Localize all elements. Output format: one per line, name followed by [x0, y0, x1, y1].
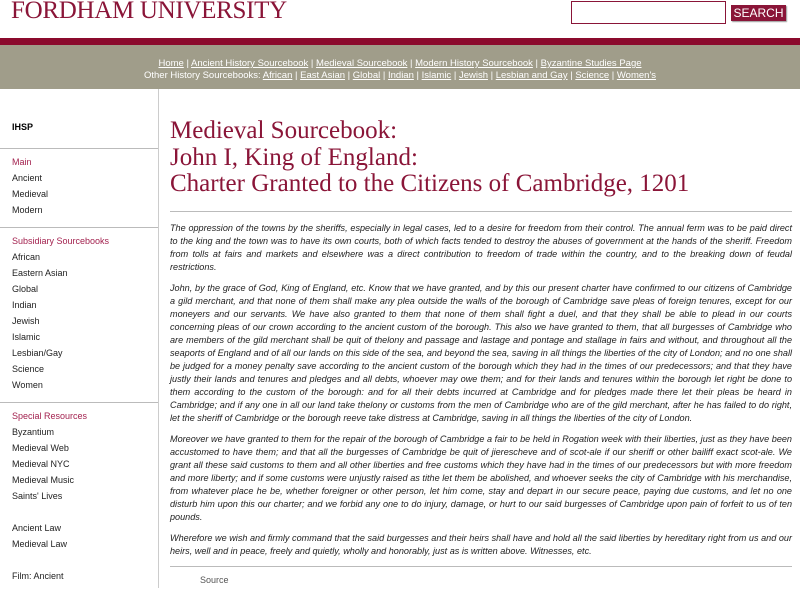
divider: [170, 211, 792, 212]
sidebar-link[interactable]: Film: Ancient: [12, 571, 64, 581]
header: [0, 0, 800, 38]
nav-separator: |: [487, 70, 496, 81]
sidebar-link[interactable]: Women: [12, 380, 43, 390]
sidebar-link[interactable]: Jewish: [12, 316, 40, 326]
nav-separator: |: [345, 70, 353, 81]
sidebar-link[interactable]: Indian: [12, 300, 37, 310]
source-label: Source: [200, 574, 229, 585]
sidebar-link[interactable]: Ancient: [12, 173, 43, 183]
sidebar-link[interactable]: Eastern Asian: [12, 268, 68, 278]
nav-link[interactable]: African: [262, 70, 293, 81]
nav-link[interactable]: Indian: [387, 70, 414, 81]
sourcebook-nav: [0, 45, 800, 89]
sidebar-heading: Main: [12, 157, 32, 167]
nav-row-main: [0, 58, 800, 70]
nav-link[interactable]: Ancient History Sourcebook: [191, 58, 309, 69]
nav-separator: |: [292, 70, 301, 81]
nav-link[interactable]: Women's: [616, 70, 657, 81]
sidebar-link[interactable]: Global: [12, 284, 39, 294]
nav-link[interactable]: Science: [575, 70, 610, 81]
sidebar: [0, 89, 159, 588]
sidebar-heading: Subsidiary Sourcebooks: [12, 236, 110, 246]
fordham-logo[interactable]: FORDHAM UNIVERSITY: [11, 0, 287, 24]
sidebar-link[interactable]: Medieval Music: [12, 475, 75, 485]
sidebar-main: [0, 149, 158, 228]
title-line: John I, King of England:: [170, 143, 418, 171]
sidebar-link[interactable]: Medieval Web: [12, 443, 69, 453]
nav-separator: |: [451, 70, 459, 81]
nav-link[interactable]: Jewish: [458, 70, 488, 81]
nav-separator: |: [380, 70, 388, 81]
sidebar-link[interactable]: Ancient Law: [12, 523, 62, 533]
nav-separator: |: [183, 58, 192, 69]
sidebar-special: [0, 403, 158, 593]
nav-separator: |: [609, 70, 617, 81]
nav-link[interactable]: Islamic: [421, 70, 452, 81]
sidebar-link[interactable]: Modern: [12, 205, 43, 215]
nav-separator: |: [407, 58, 416, 69]
title-line: Medieval Sourcebook:: [170, 117, 398, 144]
nav-link[interactable]: Medieval Sourcebook: [316, 58, 408, 69]
header-divider: [0, 38, 800, 45]
intro-paragraph: The oppression of the towns by the sheriffs, especially in legal cases, led to a desire for freedom from their control. The annual ferm was to be paid direct to the king and the town was to have its own courts, both of which facts tended to destroy the abuses of government at the hands of the sheriff. Freedom from tolls at fairs and markets and elsewhere was a direct contribution to freedom of trade within the country, and to the breaking down of feudal restrictions.: [170, 222, 792, 272]
charter-paragraph: Moreover we have granted to them for the repair of the borough of Cambridge a fair to be held in Rogation week with their liberties, just as they have been accustomed to have them; and that all the burgesses of Cambridge be quit of jierescheve and of scot-ale if our sheriff or other bailiff exact scot-ale. We grant all these said customs to them and all other liberties and free customs which they have had in the times of our predecessors but with more freedom and more liberty; and if some customs were unjustly raised as tithe let them be abolished, and whoever seeks the city of Cambridge with his merchandise, from whatever place he be, whether foreigner or other person, let him come, stay and depart in our secure peace, paying due customs, and let no one disturb him upon this our charter; and we forbid any one to do injury, damage, or hurt to our said burgesses of Cambridge upon pain of forfeit to us of ten pounds.: [170, 433, 792, 522]
nav-link[interactable]: Lesbian and Gay: [495, 70, 568, 81]
sidebar-link[interactable]: Byzantium: [12, 427, 55, 437]
nav-link[interactable]: Global: [352, 70, 381, 81]
sidebar-link[interactable]: African: [12, 252, 41, 262]
nav-link[interactable]: East Asian: [300, 70, 346, 81]
search-input[interactable]: [571, 1, 726, 24]
nav-separator: |: [413, 70, 422, 81]
divider: [170, 566, 792, 567]
charter-paragraph: John, by the grace of God, King of England, etc. Know that we have granted, and by this our present charter have confirmed to our citizens of Cambridge a gild merchant, and that none of them shall make any plea outside the walls of the borough of Cambridge save pleas of foreign tenures, except for our moneyers and our servants. We have also granted to them that none of them shall fight a duel, and that they shall be able to plead in our courts concerning pleas of our crown according to the ancient custom of the borough. This also we have granted to them, that all burgesses of Cambridge who are members of the gild merchant shall be quit of thelony and passage and lastage and pontage and stallage in fairs and without, and throughout all the seaports of England and of all our lands on this side of the sea, and beyond the sea, saving in all things the liberties of the city of London; and no one shall be judged for a money penalty save according to the ancient custom of the borough which they had in the times of our predecessors; and that they have justly their lands and tenures and pledges and all debts, whoever may owe them; and for their lands and tenures within the borough let right be done to them according to the custom of the borough: and for all their debts incurred at Cambridge and for pledges made there let their pleas be heard in Cambridge; and if any one in all our land take thelony or customs from the men of Cambridge who are of the gild merchant, after he has failed to do right, let the sheriff of Cambridge or the borough reeve take distress at Cambridge, saving in all things the liberties of the city of London.: [170, 282, 792, 423]
nav-row-other: [0, 70, 800, 82]
sidebar-link[interactable]: Islamic: [12, 332, 41, 342]
nav-link[interactable]: Modern History Sourcebook: [415, 58, 533, 69]
nav-separator: |: [308, 58, 317, 69]
sidebar-heading: Special Resources: [12, 411, 88, 421]
nav-other-label: Other History Sourcebooks:: [143, 70, 261, 81]
page-title: [170, 118, 792, 198]
sidebar-link[interactable]: Medieval Law: [12, 539, 68, 549]
sidebar-link[interactable]: Medieval: [12, 189, 49, 199]
sidebar-link[interactable]: Medieval NYC: [12, 459, 70, 469]
nav-link[interactable]: Home: [158, 58, 184, 69]
sidebar-link[interactable]: Lesbian/Gay: [12, 348, 63, 358]
sidebar-link[interactable]: Saints' Lives: [12, 491, 63, 501]
search-button[interactable]: SEARCH: [731, 5, 786, 21]
sidebar-link[interactable]: Science: [12, 364, 45, 374]
title-line: Charter Granted to the Citizens of Cambridge, 1201: [170, 170, 690, 197]
main-content: [170, 118, 792, 585]
charter-paragraph: Wherefore we wish and firmly command that the said burgesses and their heirs shall have and hold all the said liberties by hereditary right from us and our heirs, well and in peace, freely and quietly, wholly and honorably, just as is written above. Witnesses, etc.: [170, 532, 792, 556]
sidebar-subsidiary: [0, 228, 158, 403]
nav-separator: |: [532, 58, 541, 69]
sidebar-ihsp[interactable]: IHSP: [0, 89, 158, 149]
nav-separator: |: [567, 70, 576, 81]
nav-link[interactable]: Byzantine Studies Page: [540, 58, 642, 69]
